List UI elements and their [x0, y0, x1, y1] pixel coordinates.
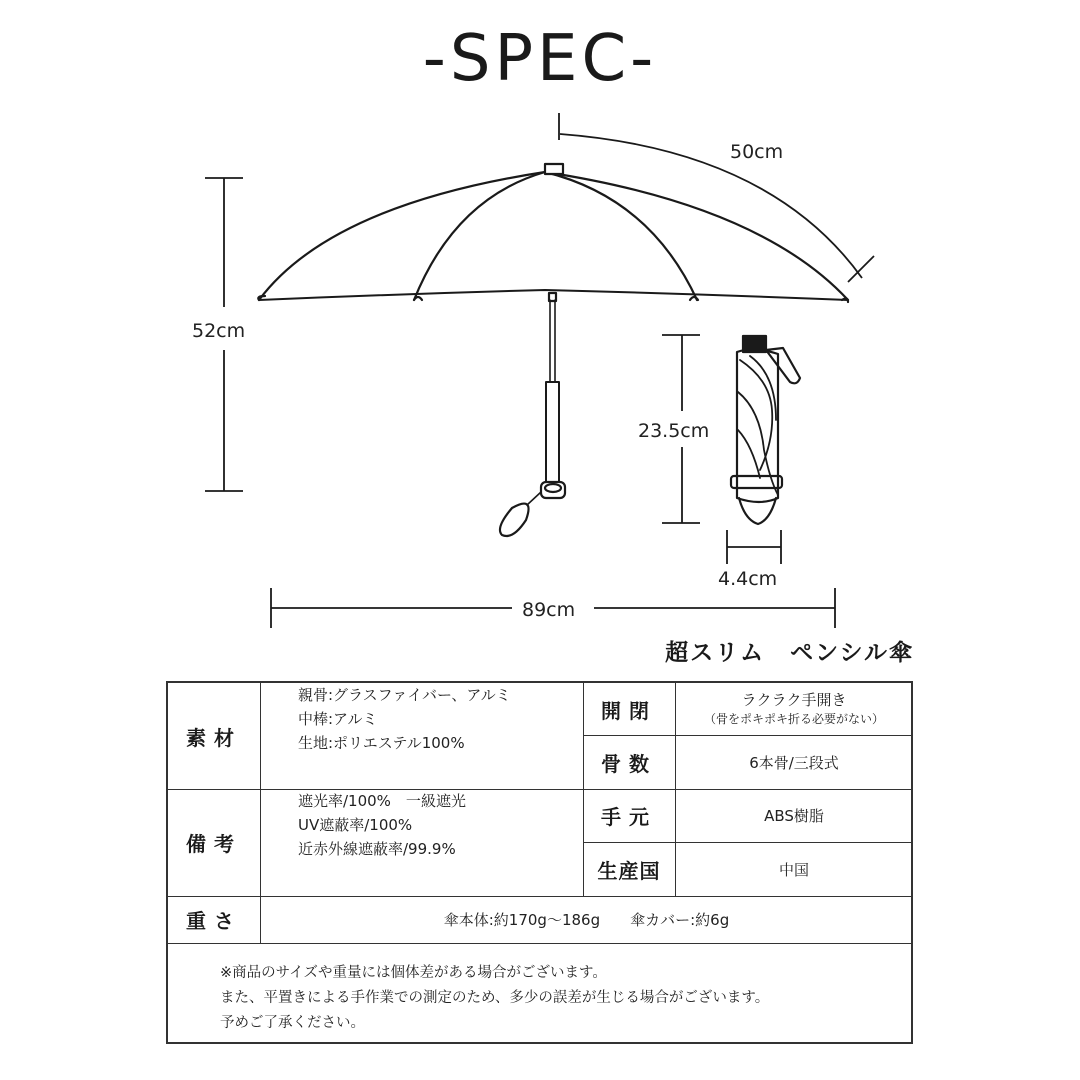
handle-header: 手元 — [601, 805, 657, 829]
dimension-lines — [205, 113, 874, 628]
opening-value-main: ラクラク手開き — [741, 691, 847, 709]
origin-header: 生産国 — [597, 858, 661, 883]
weight-header: 重さ — [186, 909, 242, 933]
product-name: 超スリム ペンシル傘 — [665, 640, 914, 666]
material-line: 親骨:グラスファイバー、アルミ — [298, 686, 511, 704]
notes-line: 遮光率/100% 一級遮光 — [298, 792, 466, 810]
material-header: 素材 — [186, 725, 242, 750]
opening-header: 開閉 — [601, 698, 657, 723]
disclaimer — [168, 943, 913, 1042]
notes-line: 近赤外線遮蔽率/99.9% — [298, 840, 456, 858]
material-line: 生地:ポリエステル100% — [298, 734, 465, 752]
page-title: -SPEC- — [422, 22, 658, 96]
folded-length-label: 23.5cm — [638, 420, 710, 442]
opening-value-sub: （骨をポキポキ折る必要がない） — [703, 712, 884, 726]
disclaimer-line: また、平置きによる手作業での測定のため、多少の誤差が生じる場合がございます。 — [220, 990, 770, 1006]
open-diameter-label: 89cm — [522, 599, 576, 621]
origin-value: 中国 — [778, 860, 809, 879]
spec-table — [166, 681, 913, 1044]
umbrella-shaft — [500, 293, 565, 536]
notes-header: 備考 — [186, 832, 242, 856]
notes-line: UV遮蔽率/100% — [298, 816, 413, 834]
folded-umbrella — [731, 336, 800, 524]
disclaimer-line: ※商品のサイズや重量には個体差がある場合がございます。 — [220, 965, 607, 981]
weight-value: 傘本体:約170g～186g 傘カバー:約6g — [443, 911, 730, 929]
folded-width-label: 4.4cm — [718, 568, 778, 590]
disclaimer-line: 予めご了承ください。 — [220, 1015, 365, 1031]
ribs-header: 骨数 — [601, 751, 657, 776]
ribs-value: 6本骨/三段式 — [749, 753, 839, 772]
material-value — [260, 683, 583, 789]
arc-length-label: 50cm — [730, 141, 784, 163]
opening-value — [675, 683, 913, 735]
material-line: 中棒:アルミ — [298, 710, 378, 728]
handle-value: ABS樹脂 — [764, 807, 824, 825]
open-umbrella-canopy — [258, 164, 848, 302]
notes-value — [260, 789, 583, 896]
height-label: 52cm — [192, 320, 246, 342]
